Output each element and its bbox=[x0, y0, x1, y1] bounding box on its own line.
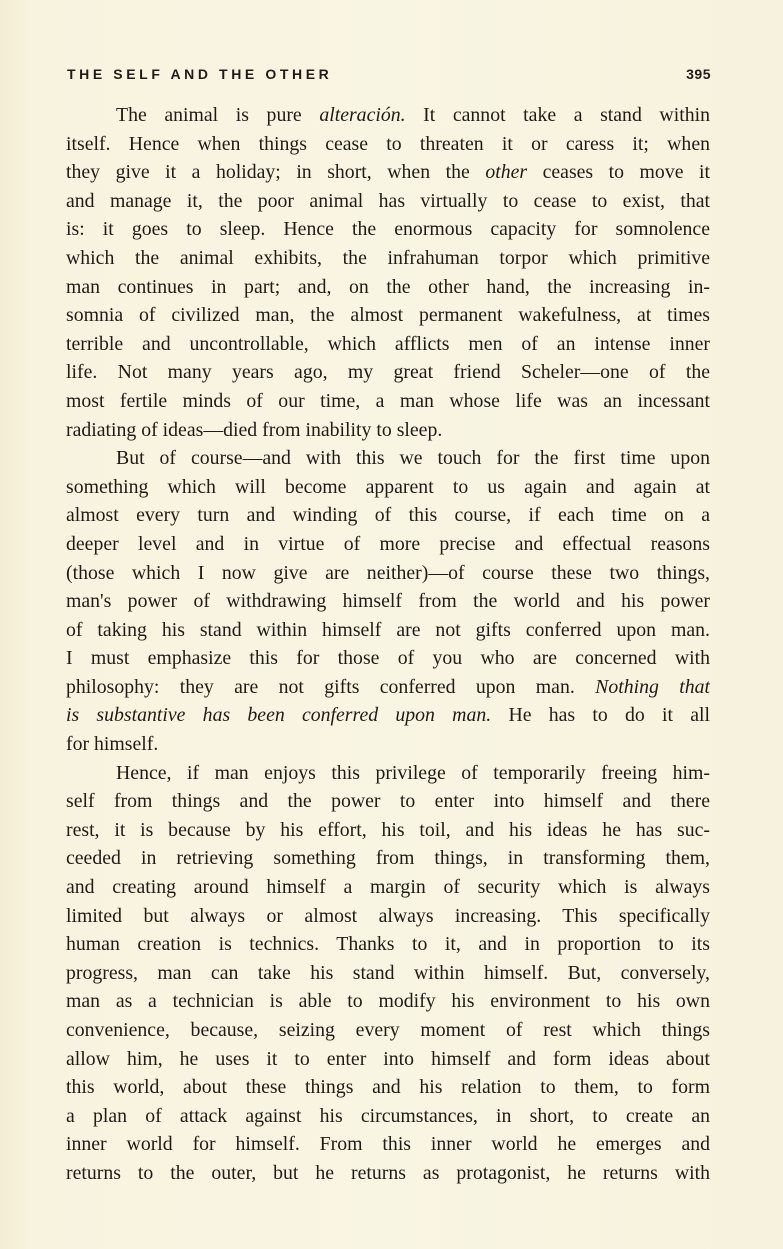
text-segment: limited but always or almost always increasing. This specifically bbox=[66, 904, 710, 927]
text-segment: man continues in part; and, on the other hand, the increasing in- bbox=[66, 275, 710, 298]
text-line bbox=[66, 987, 710, 1016]
text-segment: which the animal exhibits, the infrahuman torpor which primitive bbox=[66, 246, 710, 269]
text-line bbox=[66, 616, 710, 645]
text-line bbox=[66, 358, 710, 387]
text-segment: But of course—and with this we touch for the first time upon bbox=[116, 447, 710, 470]
text-line bbox=[66, 930, 710, 959]
paragraph bbox=[66, 444, 710, 759]
text-segment: philosophy: they are not gifts conferred upon man. bbox=[66, 675, 596, 698]
text-segment: deeper level and in virtue of more precise and effectual reasons bbox=[66, 532, 710, 555]
text-line bbox=[66, 501, 710, 530]
text-segment: ceases to move it bbox=[527, 161, 710, 184]
text-line bbox=[66, 673, 710, 702]
text-line bbox=[66, 701, 710, 730]
text-segment: for himself. bbox=[66, 733, 159, 756]
text-line bbox=[66, 530, 710, 559]
text-line bbox=[66, 1045, 710, 1074]
text-line bbox=[66, 644, 710, 673]
text-line bbox=[66, 1016, 710, 1045]
text-line bbox=[66, 959, 710, 988]
text-segment: The animal is pure bbox=[116, 104, 320, 126]
text-segment: returns to the outer, but he returns as protagonist, he returns with bbox=[66, 1161, 710, 1184]
text-line bbox=[66, 759, 710, 788]
text-line bbox=[66, 844, 710, 873]
body-text bbox=[66, 101, 710, 1188]
text-line bbox=[66, 587, 710, 616]
running-title: THE SELF AND THE OTHER bbox=[67, 66, 333, 82]
paragraph bbox=[66, 759, 710, 1188]
text-line bbox=[66, 158, 710, 187]
text-segment: and creating around himself a margin of security which is always bbox=[66, 876, 710, 899]
text-segment: itself. Hence when things cease to threaten it or caress it; when bbox=[66, 132, 710, 155]
text-segment: most fertile minds of our time, a man whose life was an incessant bbox=[66, 389, 710, 412]
text-line bbox=[66, 416, 710, 445]
text-line bbox=[66, 730, 710, 759]
text-segment: they give it a holiday; in short, when the bbox=[66, 161, 486, 184]
text-line bbox=[66, 330, 710, 359]
text-segment: He has to do it all bbox=[491, 704, 710, 727]
text-segment: convenience, because, seizing every moment of rest which things bbox=[66, 1019, 710, 1041]
text-segment: rest, it is because by his effort, his toil, and his ideas he has suc- bbox=[66, 818, 710, 841]
text-line bbox=[66, 1159, 710, 1188]
text-line bbox=[66, 1102, 710, 1131]
text-segment: Hence, if man enjoys this privilege of temporarily freeing him- bbox=[116, 761, 710, 784]
text-segment: terrible and uncontrollable, which afflicts men of an intense inner bbox=[66, 332, 710, 355]
italic-text: other bbox=[485, 161, 528, 184]
text-line bbox=[66, 101, 710, 130]
text-line bbox=[66, 816, 710, 845]
text-segment: allow him, he uses it to enter into himself and form ideas about bbox=[66, 1047, 710, 1070]
running-head bbox=[67, 63, 711, 85]
text-line bbox=[66, 873, 710, 902]
text-segment: ceeded in retrieving something from things, in transforming them, bbox=[66, 847, 710, 870]
text-line bbox=[66, 444, 710, 473]
text-segment: radiating of ideas—died from inability to sleep. bbox=[66, 418, 443, 441]
text-line bbox=[66, 244, 710, 273]
text-line bbox=[66, 273, 710, 302]
text-segment: this world, about these things and his relation to them, to form bbox=[66, 1076, 710, 1099]
text-segment: a plan of attack against his circumstances, in short, to create an bbox=[66, 1104, 710, 1127]
text-segment: man as a technician is able to modify his environment to his own bbox=[66, 990, 710, 1013]
text-segment: It cannot take a stand within bbox=[405, 104, 710, 126]
italic-text: Nothing that bbox=[595, 675, 710, 698]
text-segment: and manage it, the poor animal has virtually to cease to exist, that bbox=[66, 189, 710, 212]
text-line bbox=[66, 787, 710, 816]
text-segment: of taking his stand within himself are not gifts conferred upon man. bbox=[66, 618, 710, 641]
text-segment: almost every turn and winding of this course, if each time on a bbox=[66, 504, 710, 527]
text-line bbox=[66, 559, 710, 588]
text-segment: life. Not many years ago, my great friend Scheler—one of the bbox=[66, 361, 710, 384]
text-segment: somnia of civilized man, the almost permanent wakefulness, at times bbox=[66, 304, 710, 327]
text-line bbox=[66, 130, 710, 159]
paragraph bbox=[66, 101, 710, 444]
text-line bbox=[66, 215, 710, 244]
text-segment: is: it goes to sleep. Hence the enormous capacity for somnolence bbox=[66, 218, 710, 241]
text-segment: I must emphasize this for those of you who are concerned with bbox=[66, 647, 710, 670]
text-segment: human creation is technics. Thanks to it, and in proportion to its bbox=[66, 933, 710, 956]
page-number: 395 bbox=[686, 66, 711, 82]
italic-text: alteración. bbox=[319, 104, 406, 126]
text-line bbox=[66, 1073, 710, 1102]
text-line bbox=[66, 902, 710, 931]
text-segment: progress, man can take his stand within himself. But, conversely, bbox=[66, 961, 710, 984]
text-segment: inner world for himself. From this inner world he emerges and bbox=[66, 1133, 710, 1156]
text-line bbox=[66, 187, 710, 216]
text-segment: man's power of withdrawing himself from the world and his power bbox=[66, 590, 710, 613]
text-line bbox=[66, 387, 710, 416]
text-line bbox=[66, 301, 710, 330]
text-line bbox=[66, 1130, 710, 1159]
text-segment: something which will become apparent to us again and again at bbox=[66, 475, 710, 498]
text-segment: (those which I now give are neither)—of course these two things, bbox=[66, 561, 710, 584]
italic-text: is substantive has been conferred upon man. bbox=[66, 704, 492, 727]
text-segment: self from things and the power to enter into himself and there bbox=[66, 790, 710, 813]
text-line bbox=[66, 473, 710, 502]
